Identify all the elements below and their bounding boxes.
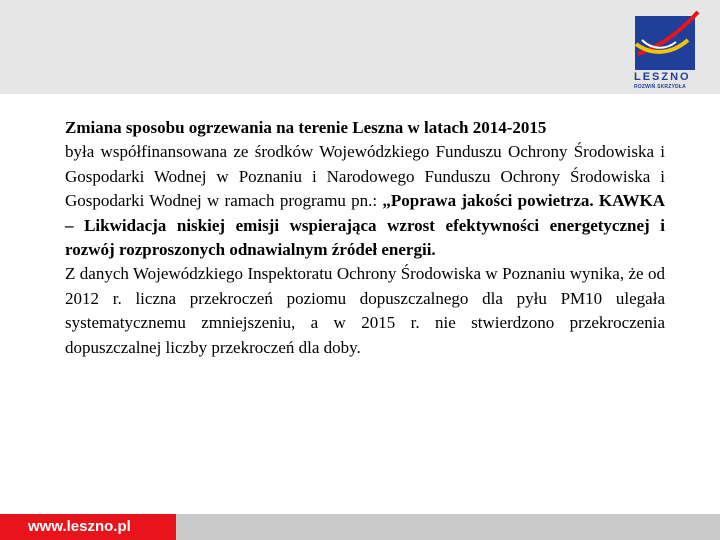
footer-url-box[interactable]: [0, 514, 176, 540]
main-text: [65, 116, 665, 360]
pollution-paragraph: Z danych Wojewódzkiego Inspektoratu Ochrony Środowiska w Poznaniu wynika, że od 2012 r. liczna przekroczeń poziomu dopuszczalnego dla pyłu PM10 ulegała systematycznemu zmniejszeniu, a w 2015 r. nie stwierdzono przekroczenia dopuszczalnej liczby przekroczeń dla doby.: [65, 264, 665, 357]
program-name: „Poprawa jakości powietrza. KAWKA – Likwidacja niskiej emisji wspierająca wzrost efektywności energetycznej i rozwój rozproszonych odnawialnym źródeł energii.: [65, 191, 665, 260]
footer-bar: [0, 514, 720, 540]
website-link[interactable]: www.leszno.pl: [28, 518, 131, 535]
leszno-logo[interactable]: [632, 10, 704, 90]
header-band: [0, 0, 720, 94]
wing-swoosh-icon: [632, 10, 704, 74]
funding-paragraph: [65, 140, 665, 262]
funding-text: była współfinansowana ze środków Wojewódzkiego Funduszu Ochrony Środowiska i Gospodarki Wodnej w Poznaniu i Narodowego Funduszu Ochrony Środowiska i Gospodarki Wodnej w ramach programu pn.:: [65, 142, 665, 211]
logo-tagline: ROZWIŃ SKRZYDŁA: [634, 84, 686, 90]
intro-line: Zmiana sposobu ogrzewania na terenie Leszna w latach 2014-2015: [65, 118, 547, 137]
logo-wordmark: LESZNO: [634, 71, 691, 83]
